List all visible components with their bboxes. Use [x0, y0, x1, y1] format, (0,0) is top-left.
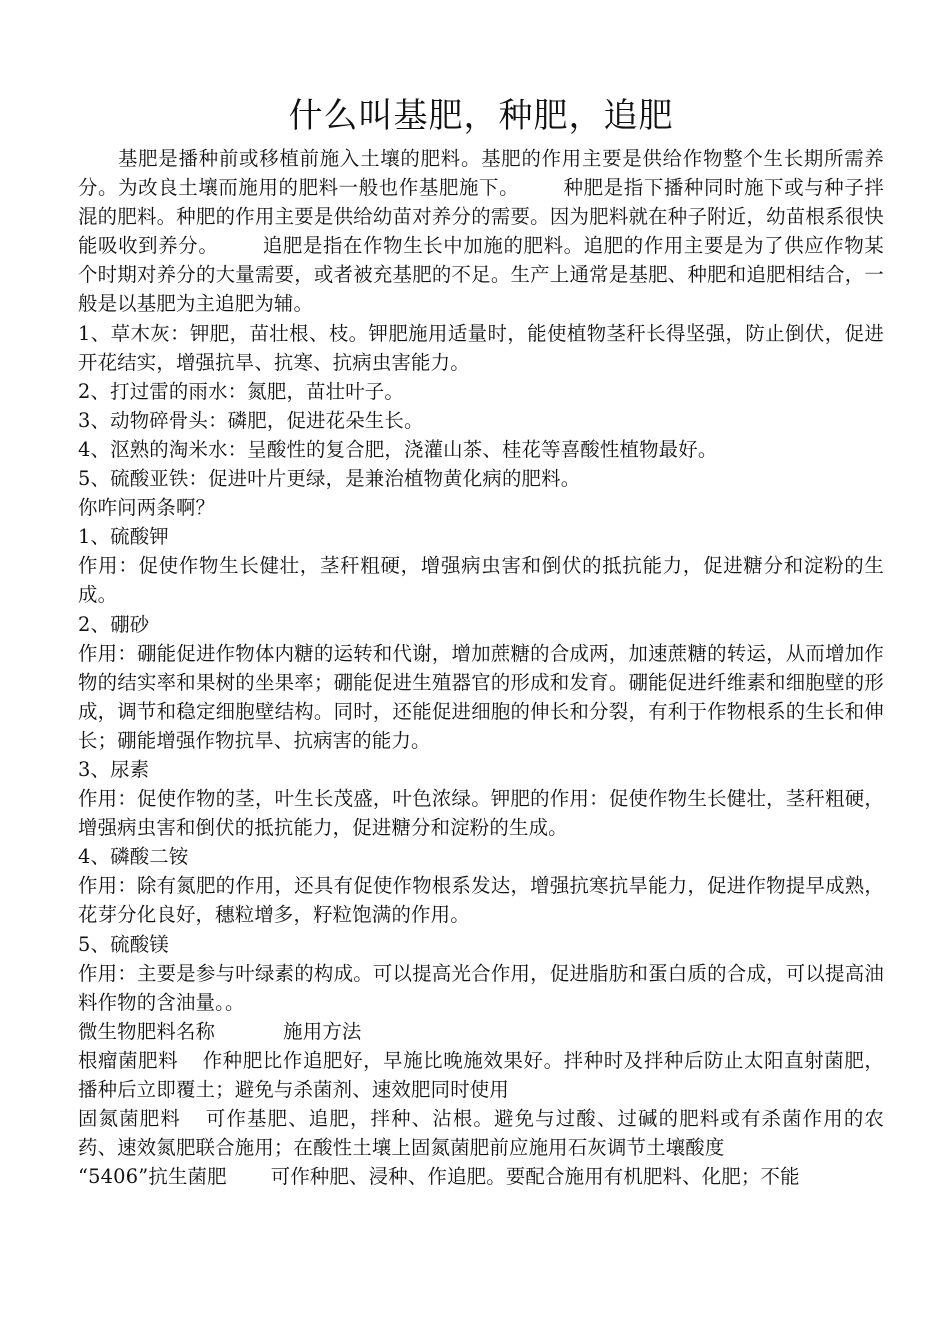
intro-paragraph — [78, 144, 884, 319]
fertilizer-description: 作用：促使作物生长健壮，茎秆粗硬，增强病虫害和倒伏的抵抗能力，促进糖分和淀粉的生成。 — [78, 554, 884, 607]
microbial-row — [78, 1104, 884, 1162]
fertilizer-description: 作用：除有氮肥的作用，还具有促使作物根系发达，增强抗寒抗旱能力，促进作物提早成熟，花芽分化良好，穗粒增多，籽粒饱满的作用。 — [78, 874, 884, 927]
question-line: 你咋问两条啊？ — [78, 496, 216, 520]
microbial-row — [78, 1046, 884, 1104]
fertilizer-heading: 5、硫酸镁 — [78, 932, 169, 956]
list1-item: 1、草木灰：钾肥，苗壮根、枝。钾肥施用适量时，能使植物茎秆长得坚强，防止倒伏，促进开花结实，增强抗旱、抗寒、抗病虫害能力。 — [78, 321, 884, 374]
microbial-name: “5406”抗生菌肥 — [78, 1165, 227, 1189]
fertilizer-description: 作用：硼能促进作物体内糖的运转和代谢，增加蔗糖的合成两，加速蔗糖的转运，从而增加作物的结实率和果树的坐果率；硼能促进生殖器官的形成和发育。硼能促进纤维素和细胞壁的形成，调节和稳定细胞壁结构。同时，还能促进细胞的伸长和分裂，有利于作物根系的生长和伸长；硼能增强作物抗旱、抗病害的能力。 — [78, 641, 884, 752]
list1-item: 4、沤熟的淘米水：呈酸性的复合肥，浇灌山茶、桂花等喜酸性植物最好。 — [78, 437, 718, 461]
intro-seed-fertilizer: 种肥是指下播种同时施下或与种子拌混的肥料。种肥的作用主要是供给幼苗对养分的需要。因为肥料就在种子附近，幼苗根系很快能吸收到养分。 — [78, 176, 884, 258]
list1-item: 3、动物碎骨头：磷肥，促进花朵生长。 — [78, 408, 424, 432]
list1-item: 2、打过雷的雨水：氮肥，苗壮叶子。 — [78, 379, 404, 403]
microbial-method: 可作基肥、追肥，拌种、沾根。避免与过酸、过碱的肥料或有杀菌作用的农药、速效氮肥联合施用；在酸性土壤上固氮菌肥前应施用石灰调节土壤酸度 — [78, 1107, 885, 1160]
microbial-method: 可作种肥、浸种、作追肥。要配合施用有机肥料、化肥；不能 — [270, 1165, 800, 1189]
fertilizer-heading: 1、硫酸钾 — [78, 525, 169, 549]
microbial-table-header — [78, 1017, 884, 1046]
intro-base-fertilizer: 基肥是播种前或移植前施入土壤的肥料。基肥的作用主要是供给作物整个生长期所需养分。为改良土壤而施用的肥料一般也作基肥施下。 — [78, 147, 884, 200]
fertilizer-heading: 4、磷酸二铵 — [78, 845, 189, 869]
document-page — [78, 94, 884, 1191]
microbial-name: 根瘤菌肥料 — [78, 1048, 179, 1072]
intro-top-dressing: 追肥是指在作物生长中加施的肥料。追肥的作用主要是为了供应作物某个时期对养分的大量需要，或者被充基肥的不足。生产上通常是基肥、种肥和追肥相结合，一般是以基肥为主追肥为辅。 — [78, 234, 884, 316]
fertilizer-description: 作用：主要是参与叶绿素的构成。可以提高光合作用，促进脂肪和蛋白质的合成，可以提高油料作物的含油量。。 — [78, 961, 884, 1014]
fertilizer-heading: 2、硼砂 — [78, 612, 150, 636]
list1-item: 5、硫酸亚铁：促进叶片更绿，是兼治植物黄化病的肥料。 — [78, 467, 581, 491]
microbial-method: 作种肥比作追肥好，早施比晚施效果好。拌种时及拌种后防止太阳直射菌肥，播种后立即覆土；避免与杀菌剂、速效肥同时使用 — [78, 1048, 884, 1101]
header-fertilizer-name: 微生物肥料名称 — [78, 1019, 216, 1043]
header-application-method: 施用方法 — [283, 1019, 362, 1043]
microbial-row — [78, 1162, 884, 1191]
microbial-name: 固氮菌肥料 — [78, 1107, 181, 1131]
fertilizer-description: 作用：促使作物的茎，叶生长茂盛，叶色浓绿。钾肥的作用：促使作物生长健壮，茎秆粗硬，增强病虫害和倒伏的抵抗能力，促进糖分和淀粉的生成。 — [78, 787, 884, 840]
document-title: 什么叫基肥，种肥，追肥 — [288, 96, 674, 136]
fertilizer-heading: 3、尿素 — [78, 757, 150, 781]
